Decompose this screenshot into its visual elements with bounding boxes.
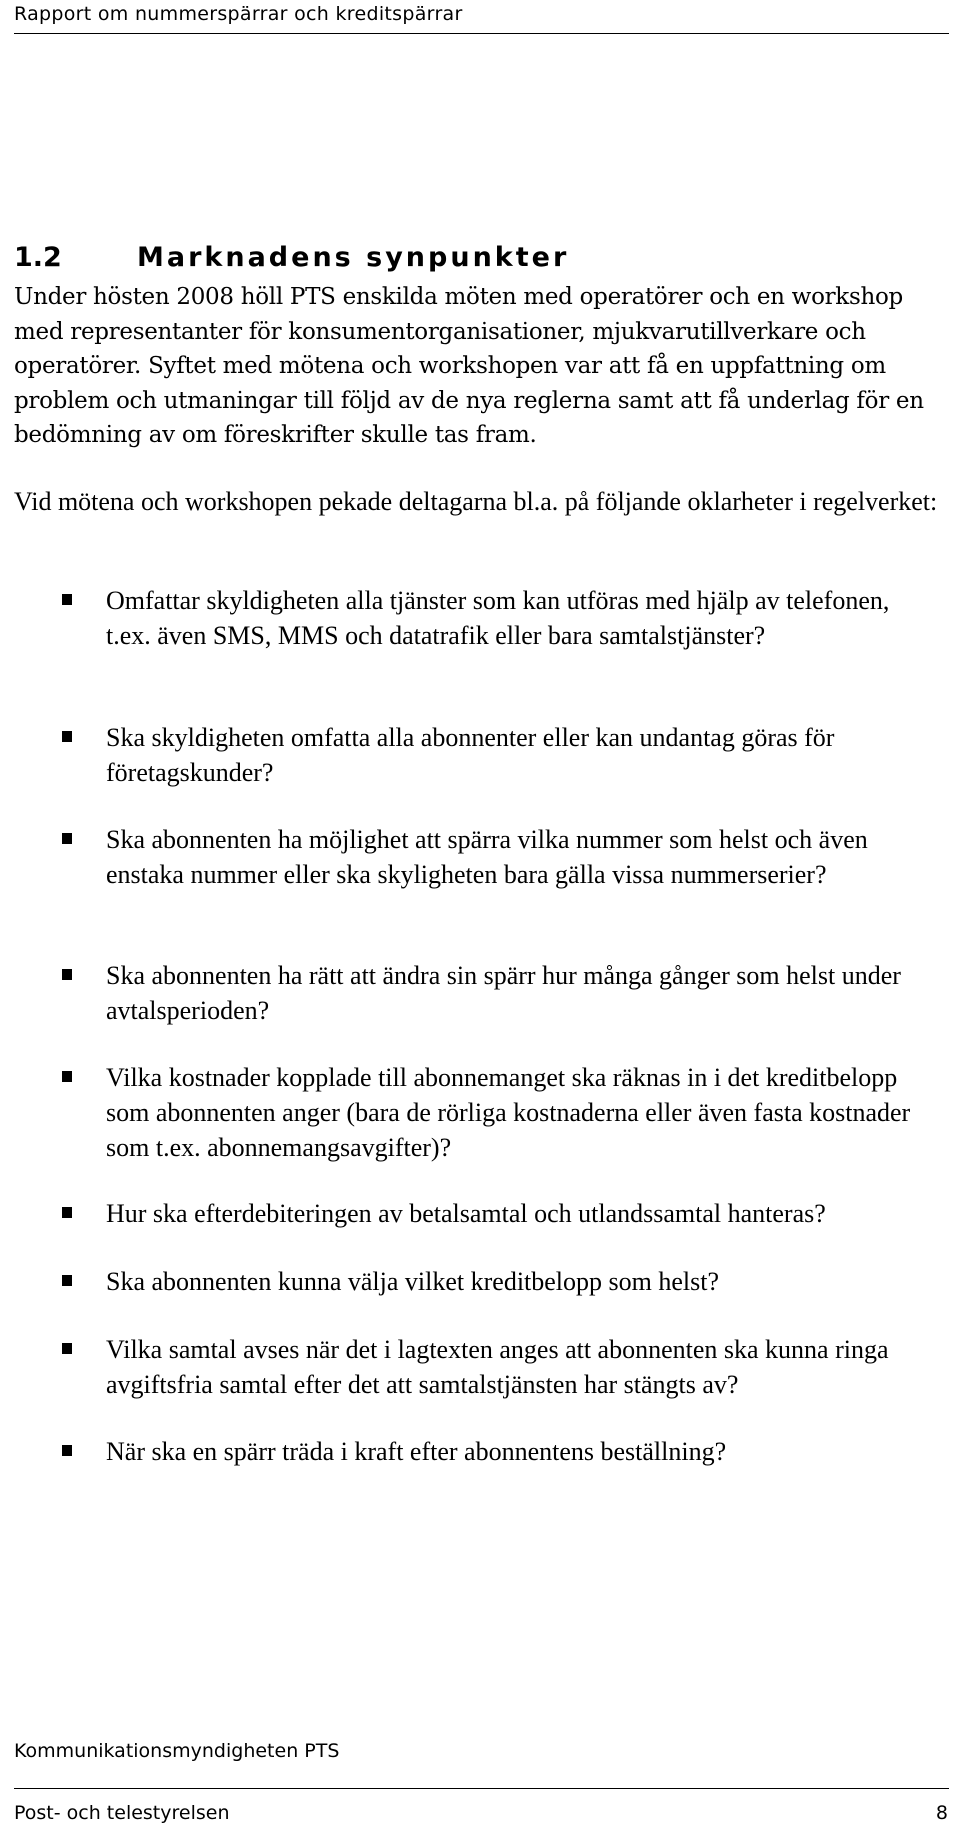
square-bullet-icon <box>62 1071 72 1082</box>
page-number: 8 <box>935 1802 948 1824</box>
section-heading <box>14 242 569 273</box>
report-title: Rapport om nummerspärrar och kreditspärrar <box>14 3 463 25</box>
square-bullet-icon <box>62 1207 72 1218</box>
square-bullet-icon <box>62 833 72 844</box>
list-item-text: Ska abonnenten ha möjlighet att spärra vilka nummer som helst och även enstaka nummer eller ska skyligheten bara gälla vissa nummerserier? <box>106 825 868 889</box>
list-item-text: Vilka kostnader kopplade till abonnemanget ska räknas in i det kreditbelopp som abonnenten anger (bara de rörliga kostnaderna eller även fasta kostnader som t.ex. abonnemangsavgifter)? <box>106 1063 911 1162</box>
list-item-text: Ska abonnenten kunna välja vilket kreditbelopp som helst? <box>106 1267 720 1296</box>
list-item-text: Ska skyldigheten omfatta alla abonnenter eller kan undantag göras för företagskunder? <box>106 723 835 787</box>
list-item-text: Omfattar skyldigheten alla tjänster som kan utföras med hjälp av telefonen, t.ex. även SMS, MMS och datatrafik eller bara samtalstjänster? <box>106 586 890 650</box>
list-item-text: Ska abonnenten ha rätt att ändra sin spärr hur många gånger som helst under avtalsperioden? <box>106 961 901 1025</box>
square-bullet-icon <box>62 594 72 605</box>
lead-paragraph: Vid mötena och workshopen pekade deltagarna bl.a. på följande oklarheter i regelverket: <box>14 487 938 516</box>
page-header <box>14 0 949 34</box>
footer-organization: Kommunikationsmyndigheten PTS <box>14 1740 340 1762</box>
square-bullet-icon <box>62 969 72 980</box>
square-bullet-icon <box>62 1445 72 1456</box>
square-bullet-icon <box>62 1343 72 1354</box>
footer-divider <box>14 1788 949 1789</box>
footer-agency: Post- och telestyrelsen <box>14 1802 230 1824</box>
list-item-text: Vilka samtal avses när det i lagtexten anges att abonnenten ska kunna ringa avgiftsfria samtal efter det att samtalstjänsten har stängts av? <box>106 1335 889 1399</box>
section-number: 1.2 <box>14 242 62 273</box>
intro-paragraph: Under hösten 2008 höll PTS enskilda möten med operatörer och en workshop med representanter för konsumentorganisationer, mjukvarutillverkare och operatörer. Syftet med mötena och workshopen var att få en uppfattning om problem och utmaningar till följd av de nya reglerna samt att få underlag för en bedömning av om föreskrifter skulle tas fram. <box>14 284 924 448</box>
square-bullet-icon <box>62 1275 72 1286</box>
square-bullet-icon <box>62 731 72 742</box>
list-item-text: Hur ska efterdebiteringen av betalsamtal och utlandssamtal hanteras? <box>106 1199 826 1228</box>
list-item-text: När ska en spärr träda i kraft efter abonnentens beställning? <box>106 1437 727 1466</box>
section-title: Marknadens synpunkter <box>137 242 570 273</box>
